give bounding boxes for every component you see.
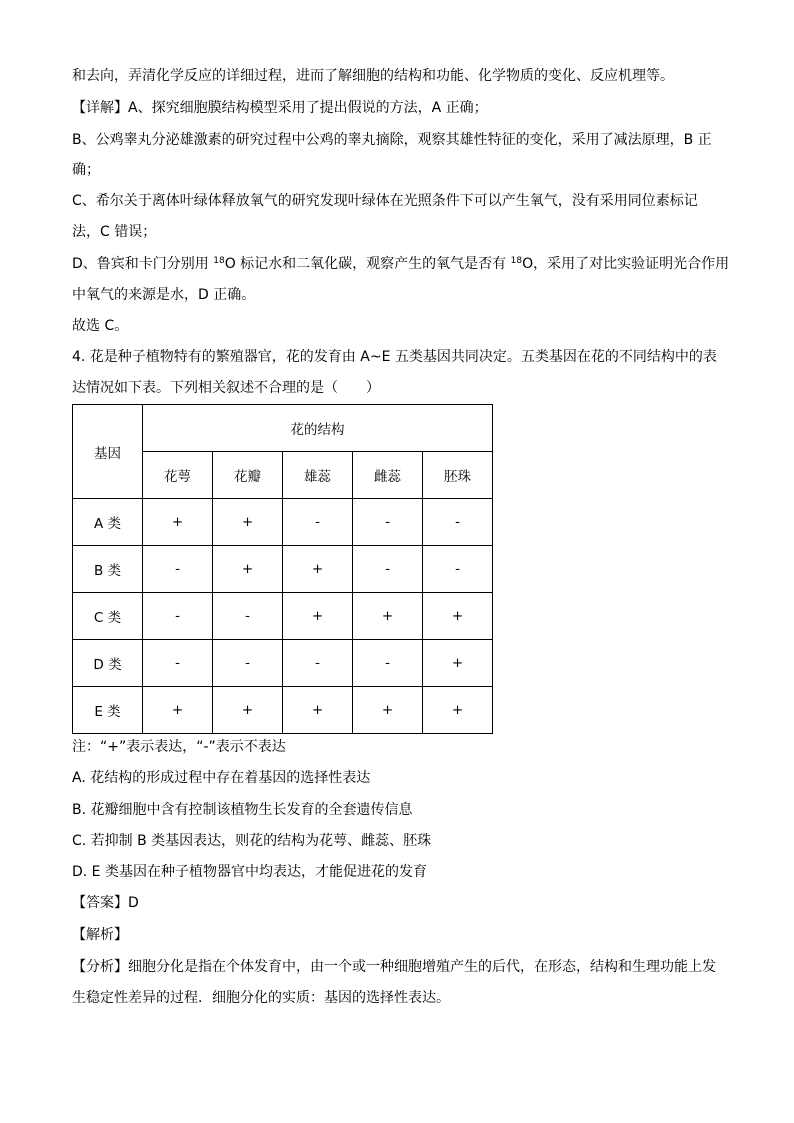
intro-tail-text: 和去向，弄清化学反应的详细过程，进而了解细胞的结构和功能、化学物质的变化、反应机理等。 bbox=[72, 68, 674, 84]
analysis-label: 【分析】 bbox=[72, 959, 128, 975]
gene-class-cell: D 类 bbox=[73, 640, 143, 687]
gene-row-header: 基因 bbox=[73, 405, 143, 499]
option-a: A. 花结构的形成过程中存在着基因的选择性表达 bbox=[72, 770, 371, 786]
expression-cell: - bbox=[353, 499, 423, 546]
column-header: 雄蕊 bbox=[283, 452, 353, 499]
detail-b-line2: 确； bbox=[72, 162, 100, 178]
expression-cell: - bbox=[423, 499, 493, 546]
expression-cell: - bbox=[353, 640, 423, 687]
table-row bbox=[73, 499, 493, 546]
expression-cell: - bbox=[283, 499, 353, 546]
option-c: C. 若抑制 B 类基因表达，则花的结构为花萼、雌蕊、胚珠 bbox=[72, 833, 432, 849]
gene-class-cell: E 类 bbox=[73, 687, 143, 734]
table-row bbox=[73, 640, 493, 687]
table-header-row bbox=[73, 405, 493, 452]
expression-cell: + bbox=[423, 640, 493, 687]
gene-class-cell: A 类 bbox=[73, 499, 143, 546]
detail-a-line bbox=[72, 98, 732, 118]
column-header: 花瓣 bbox=[213, 452, 283, 499]
expression-cell: - bbox=[423, 546, 493, 593]
expression-cell: + bbox=[143, 499, 213, 546]
expression-cell: + bbox=[143, 687, 213, 734]
expression-cell: + bbox=[353, 687, 423, 734]
detail-c-line1: C、希尔关于离体叶绿体释放氧气的研究发现叶绿体在光照条件下可以产生氧气，没有采用同位素标记 bbox=[72, 193, 698, 209]
flower-structure-header: 花的结构 bbox=[143, 405, 493, 452]
detail-d-line2: 中氧气的来源是水，D 正确。 bbox=[72, 287, 256, 303]
answer-label: 【答案】 bbox=[72, 895, 128, 911]
expression-cell: - bbox=[143, 640, 213, 687]
analysis-heading: 【解析】 bbox=[72, 927, 128, 943]
expression-cell: + bbox=[423, 687, 493, 734]
table-row bbox=[73, 546, 493, 593]
isotope-superscript-1: 18 bbox=[213, 256, 225, 266]
answer-value: D bbox=[128, 895, 139, 911]
gene-class-cell: C 类 bbox=[73, 593, 143, 640]
expression-cell: + bbox=[283, 687, 353, 734]
column-header: 花萼 bbox=[143, 452, 213, 499]
expression-cell: + bbox=[283, 593, 353, 640]
column-header: 胚珠 bbox=[423, 452, 493, 499]
table-row bbox=[73, 687, 493, 734]
option-b: B. 花瓣细胞中含有控制该植物生长发育的全套遗传信息 bbox=[72, 802, 413, 818]
expression-cell: + bbox=[423, 593, 493, 640]
table-note: 注：“+”表示表达，“-”表示不表达 bbox=[72, 739, 286, 755]
expression-cell: - bbox=[353, 546, 423, 593]
option-d: D. E 类基因在种子植物器官中均表达，才能促进花的发育 bbox=[72, 864, 427, 880]
table-row bbox=[73, 593, 493, 640]
detail-d-pre: D、鲁宾和卡门分别用 bbox=[72, 256, 214, 272]
expression-cell: - bbox=[213, 640, 283, 687]
expression-cell: + bbox=[213, 546, 283, 593]
expression-cell: - bbox=[213, 593, 283, 640]
detail-d-post: O，采用了对比实验证明光合作用 bbox=[522, 256, 730, 272]
detail-d-mid: O 标记水和二氧化碳，观察产生的氧气是否有 bbox=[224, 256, 511, 272]
detail-label: 【详解】 bbox=[72, 100, 128, 116]
expression-cell: + bbox=[213, 687, 283, 734]
expression-cell: + bbox=[283, 546, 353, 593]
detail-choose: 故选 C。 bbox=[72, 318, 129, 334]
expression-cell: + bbox=[353, 593, 423, 640]
analysis-text-1: 细胞分化是指在个体发育中，由一个或一种细胞增殖产生的后代，在形态，结构和生理功能上发 bbox=[128, 959, 716, 975]
expression-cell: - bbox=[143, 593, 213, 640]
detail-b-line1: B、公鸡睾丸分泌雄激素的研究过程中公鸡的睾丸摘除，观察其雄性特征的变化，采用了减法原理，B 正 bbox=[72, 132, 712, 148]
expression-cell: - bbox=[143, 546, 213, 593]
gene-class-cell: B 类 bbox=[73, 546, 143, 593]
expression-cell: + bbox=[213, 499, 283, 546]
detail-a-text: A、探究细胞膜结构模型采用了提出假说的方法，A 正确； bbox=[128, 100, 488, 116]
question-4-line1: 4. 花是种子植物特有的繁殖器官，花的发育由 A~E 五类基因共同决定。五类基因在花的不同结构中的表 bbox=[72, 349, 717, 365]
isotope-superscript-2: 18 bbox=[510, 256, 523, 266]
answer-line bbox=[72, 893, 732, 913]
gene-expression-table bbox=[72, 404, 493, 734]
expression-cell: - bbox=[283, 640, 353, 687]
analysis-line1 bbox=[72, 957, 732, 977]
detail-c-line2: 法，C 错误； bbox=[72, 224, 157, 240]
question-4-line2: 达情况如下表。下列相关叙述不合理的是（ ） bbox=[72, 380, 380, 396]
detail-d-line1 bbox=[72, 254, 732, 274]
column-header: 雌蕊 bbox=[353, 452, 423, 499]
analysis-line2: 生稳定性差异的过程．细胞分化的实质：基因的选择性表达。 bbox=[72, 990, 450, 1006]
